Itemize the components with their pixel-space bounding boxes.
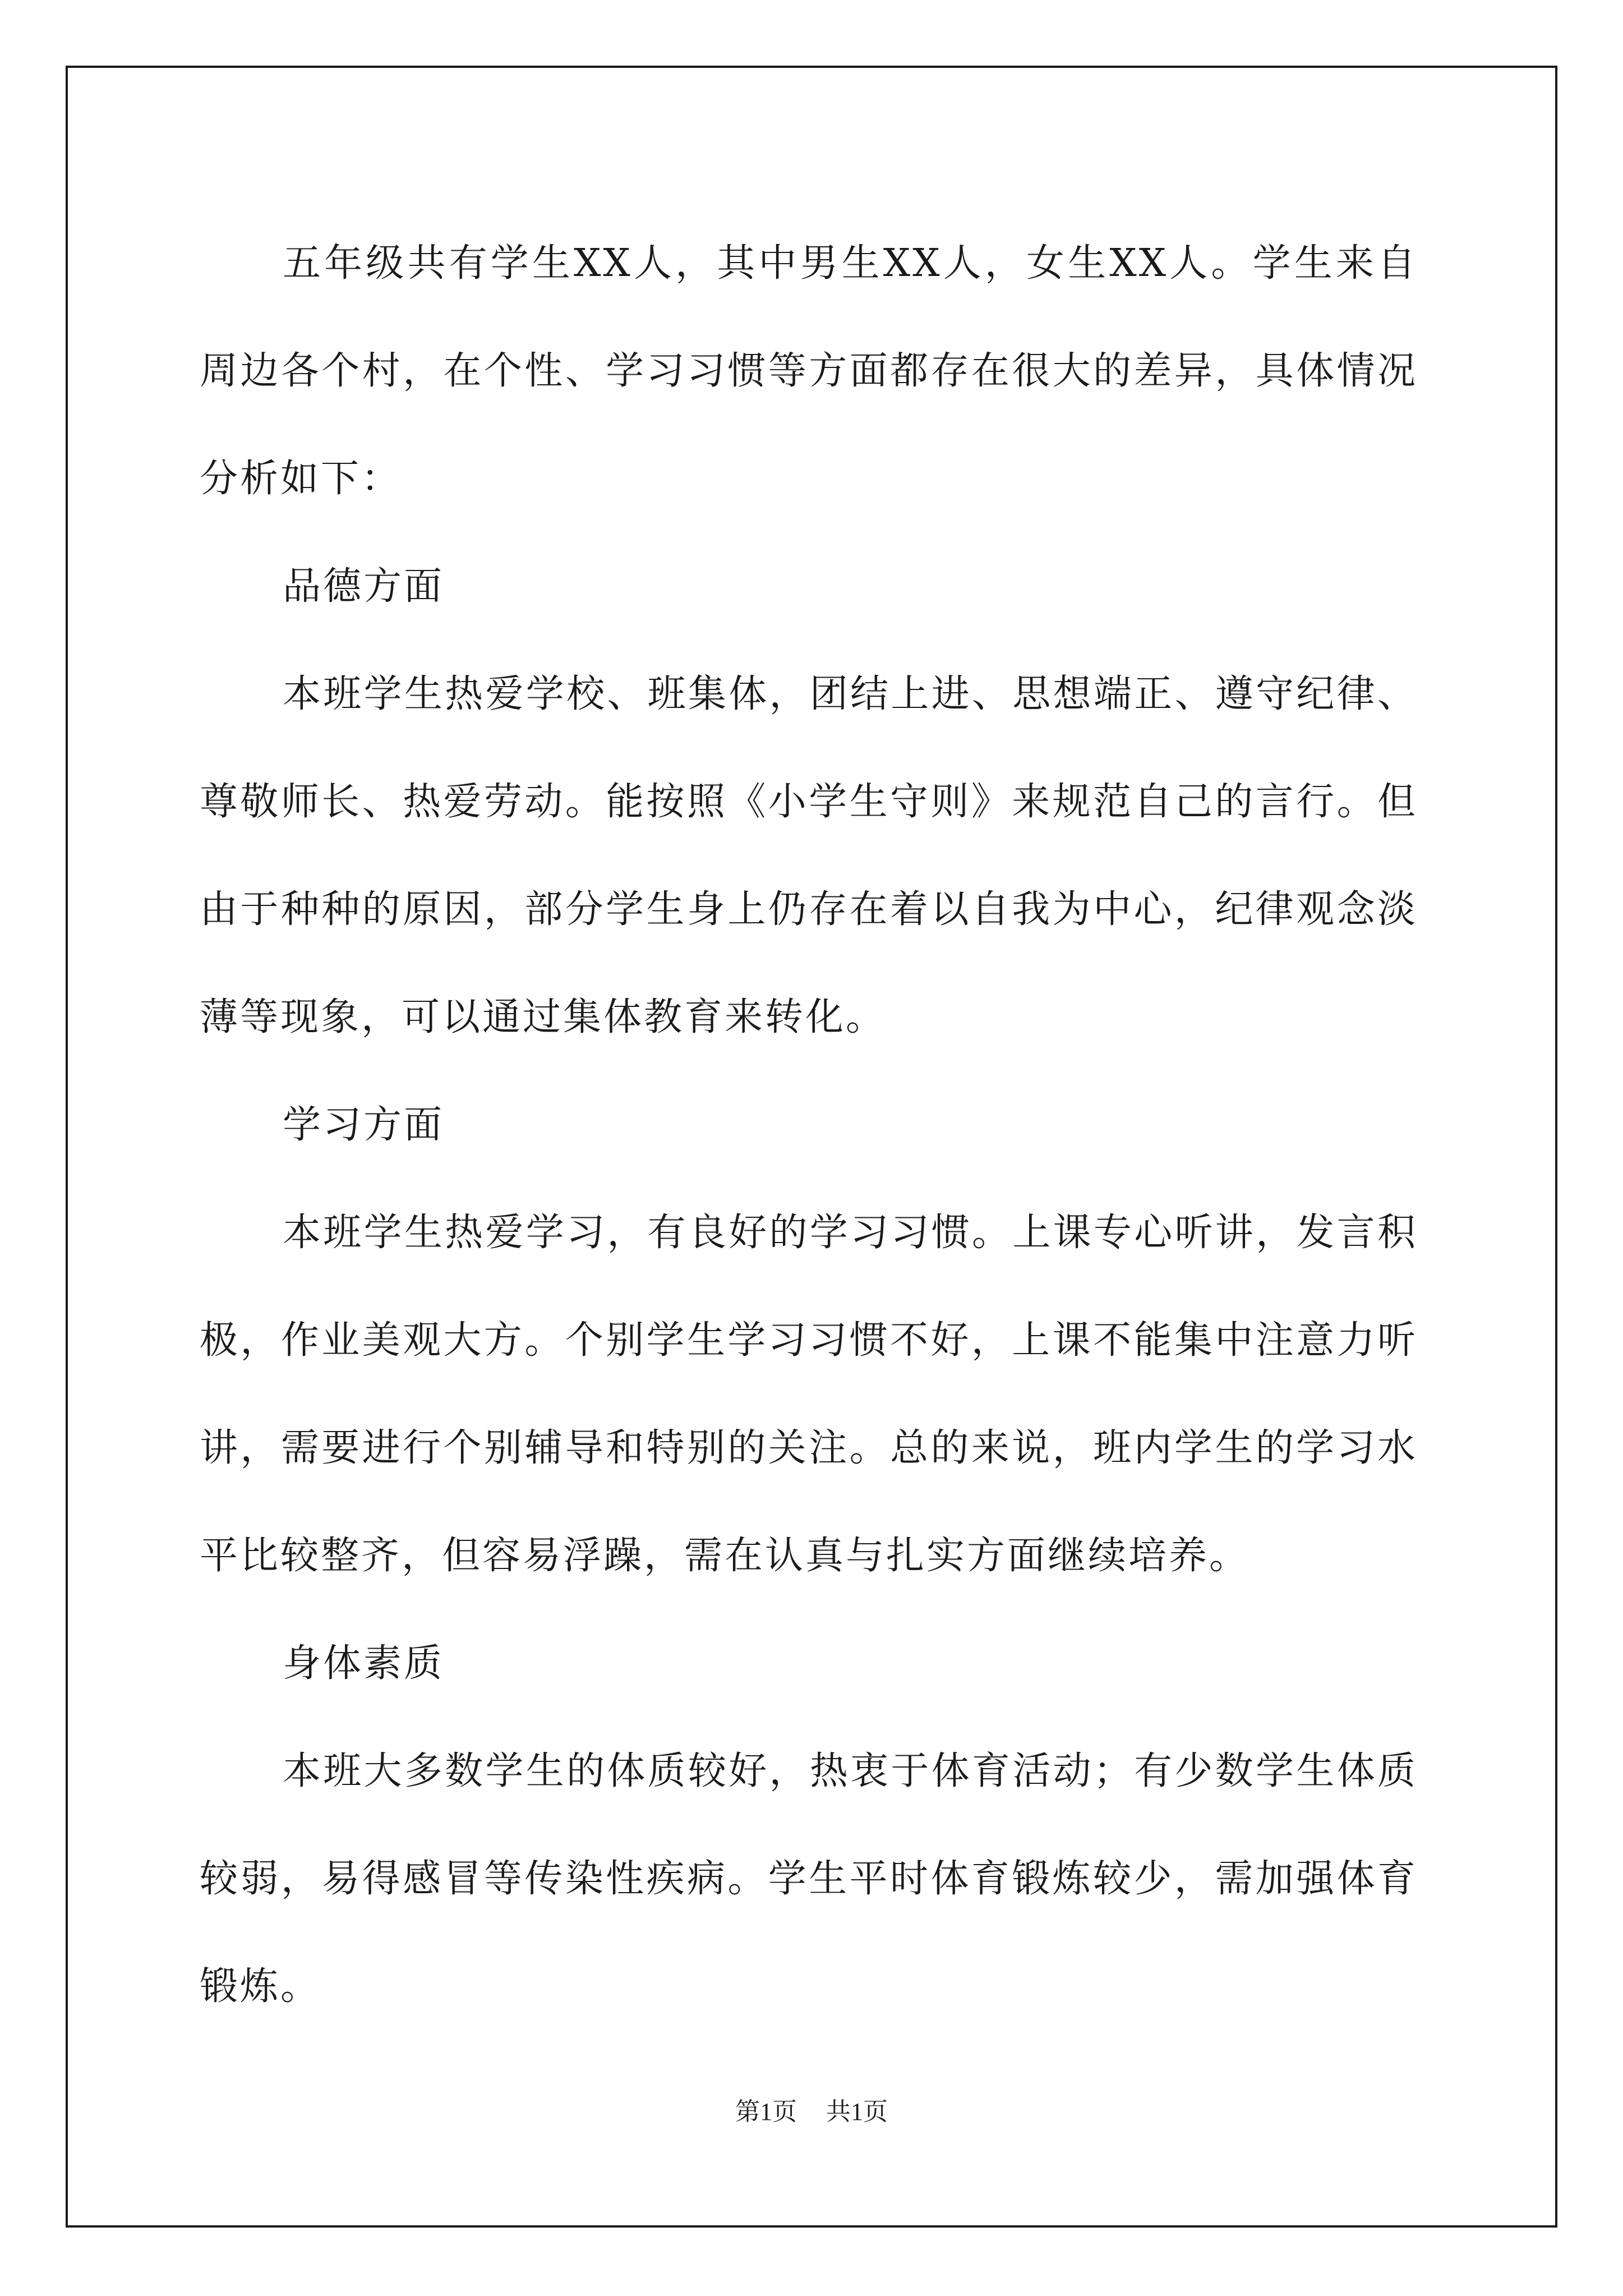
section-heading-moral: 品德方面 (283, 564, 445, 609)
section-heading-study: 学习方面 (283, 1103, 445, 1147)
page-total: 共1页 (826, 2098, 888, 2125)
study-paragraph: 本班学生热爱学习，有良好的学习习惯。上课专心听讲，发言积极，作业美观大方。个别学生学习习惯不好，上课不能集中注意力听讲，需要进行个别辅导和特别的关注。总的来说，班内学生的学习水平比较整齐，但容易浮躁，需在认真与扎实方面继续培养。 (200, 1211, 1418, 1578)
moral-paragraph: 本班学生热爱学校、班集体，团结上进、思想端正、遵守纪律、尊敬师长、热爱劳动。能按照《小学生守则》来规范自己的言行。但由于种种的原因，部分学生身上仍存在着以自我为中心，纪律观念淡薄等现象，可以通过集体教育来转化。 (200, 672, 1418, 1039)
intro-paragraph: 五年级共有学生XX人，其中男生XX人，女生XX人。学生来自周边各个村，在个性、学习习惯等方面都存在很大的差异，具体情况分析如下： (200, 241, 1418, 501)
document-body (200, 210, 1418, 2041)
health-paragraph: 本班大多数学生的体质较好，热衷于体育活动；有少数学生体质较弱，易得感冒等传染性疾病。学生平时体育锻炼较少，需加强体育锻炼。 (200, 1749, 1418, 2009)
page-footer (0, 2095, 1623, 2129)
section-heading-health: 身体素质 (283, 1641, 445, 1686)
page-number: 第1页 (735, 2098, 797, 2125)
